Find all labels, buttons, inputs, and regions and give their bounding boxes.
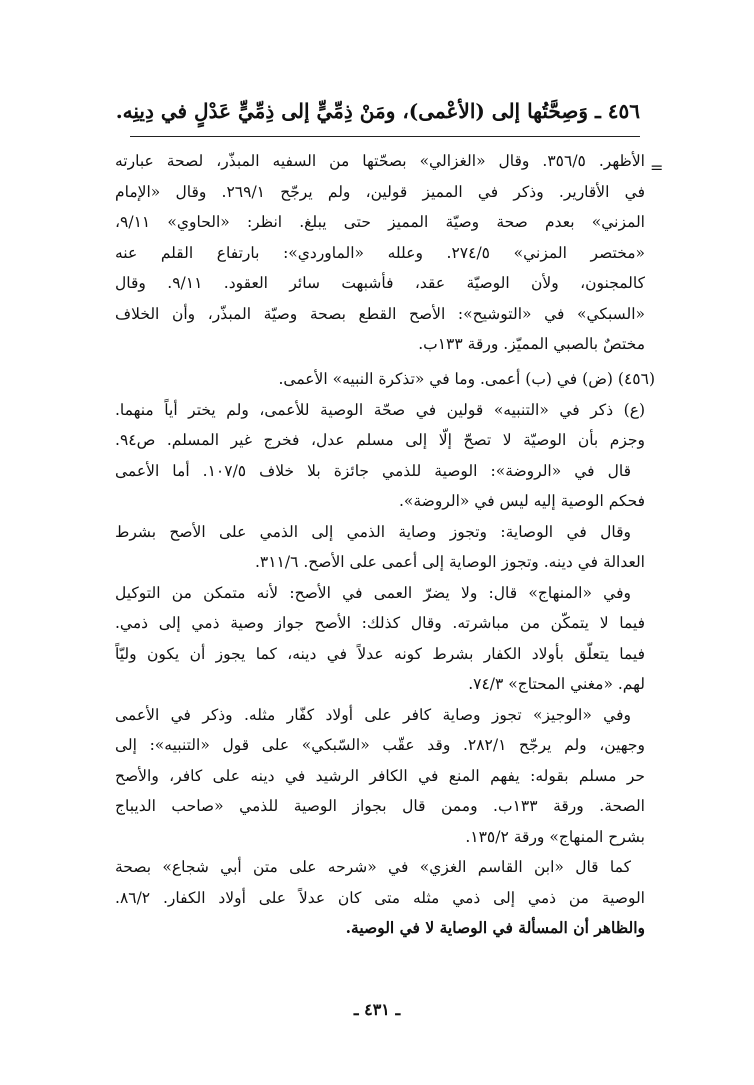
note-line: وفي «الوجيز» تجوز وصاية كافر على أولاد كفّار مثله. وذكر في الأعمى [115, 705, 631, 724]
continuation-line: «السبكي» في «التوشيح»: الأصح القطع بصحة وصيّة المبذّر، وأن الخلاف [115, 304, 645, 323]
note-line: والظاهر أن المسألة في الوصاية لا في الوصية. [345, 918, 645, 937]
note-line: فيما يتعلّق بأولاد الكفار بشرط كونه عدلاً في دينه، كما يجوز أن يكون وليّاً [115, 644, 645, 663]
continuation-footnote [115, 146, 645, 360]
note-line: فحكم الوصية إليه ليس في «الروضة». [398, 492, 645, 510]
note-line: وفي «المنهاج» قال: ولا يضرّ العمى في الأصح: لأنه متمكن من التوكيل [115, 583, 631, 602]
note-heading: (٤٥٦) (ض) في (ب) أعمى. وما في «تذكرة النبيه» الأعمى. [278, 370, 655, 388]
note-line: الوصية من ذمي إلى ذمي مثله متى كان عدلاً على أولاد الكفار. ٨٦/٢. [115, 888, 645, 907]
note-line: كما قال «ابن القاسم الغزي» في «شرحه على متن أبي شجاع» بصحة [115, 858, 631, 876]
page-number: ـ ٤٣١ ـ [353, 1000, 401, 1019]
note-line: الصحة. ورقة ١٣٣ب. وممن قال بجواز الوصية للذمي «صاحب الديباج [115, 797, 645, 815]
note-line: وجهين، ولم يرجّح ٢٨٢/١. وقد عقّب «السّبكي» على قول «التنبيه»: إلى [115, 736, 645, 754]
note-line: وجزم بأن الوصيّة لا تصحّ إلّا إلى مسلم عدل، فخرج غير المسلم. ص٩٤. [115, 431, 645, 449]
continuation-mark: = [650, 158, 664, 177]
note-line: بشرح المنهاج» ورقة ١٣٥/٢. [465, 827, 645, 846]
note-line: العدالة في دينه. وتجوز الوصاية إلى أعمى على الأصح. ٣١١/٦. [254, 553, 645, 571]
note-line: حر مسلم بقوله: يفهم المنع في الكافر الرشيد في دينه على كافر، والأصح [115, 766, 645, 785]
note-line: قال في «الروضة»: الوصية للذمي جائزة بلا خلاف ١٠٧/٥. أما الأعمى [115, 461, 632, 480]
note-line: (ع) ذكر في «التنبيه» قولين في صحّة الوصية للأعمى، ولم يختر أياً منهما. [115, 400, 645, 419]
continuation-line: المزني» بعدم صحة وصيّة المميز حتى يبلغ. انظر: «الحاوي» ٩/١١، [115, 213, 645, 231]
header-rule [130, 136, 640, 137]
continuation-line: كالمجنون، ولأن الوصيّة عقد، فأشبهت سائر العقود. ٩/١١. وقال [115, 274, 645, 292]
continuation-line: الأظهر. ٣٥٦/٥. وقال «الغزالي» بصحّتها من السفيه المبذّر، لصحة عبارته [115, 152, 645, 170]
footnote-456 [115, 364, 655, 944]
continuation-line: في الأقارير. وذكر في المميز قولين، ولم يرجّح ٢٦٩/١. وقال «الإمام [115, 182, 645, 201]
note-line: فيما لا يتمكّن من مباشرته. وقال كذلك: الأصح جواز وصية ذمي إلى ذمي. [115, 614, 645, 632]
continuation-line: «مختصر المزني» ٢٧٤/٥. وعلله «الماوردي»: بارتفاع القلم عنه [115, 243, 645, 262]
page-header: ٤٥٦ ـ وَصِحَّتُها إلى (الأعْمى)، ومَنْ ذِمِّيٍّ إلى ذِمِّيٍّ عَدْلٍ في دِينِه. [115, 99, 640, 123]
note-line: وقال في الوصاية: وتجوز وصاية الذمي إلى الذمي على الأصح بشرط [115, 522, 631, 541]
continuation-line: مختصٌ بالصبي المميّز. ورقة ١٣٣ب. [418, 335, 645, 353]
note-line: لهم. «مغني المحتاج» ٧٤/٣. [468, 675, 645, 693]
